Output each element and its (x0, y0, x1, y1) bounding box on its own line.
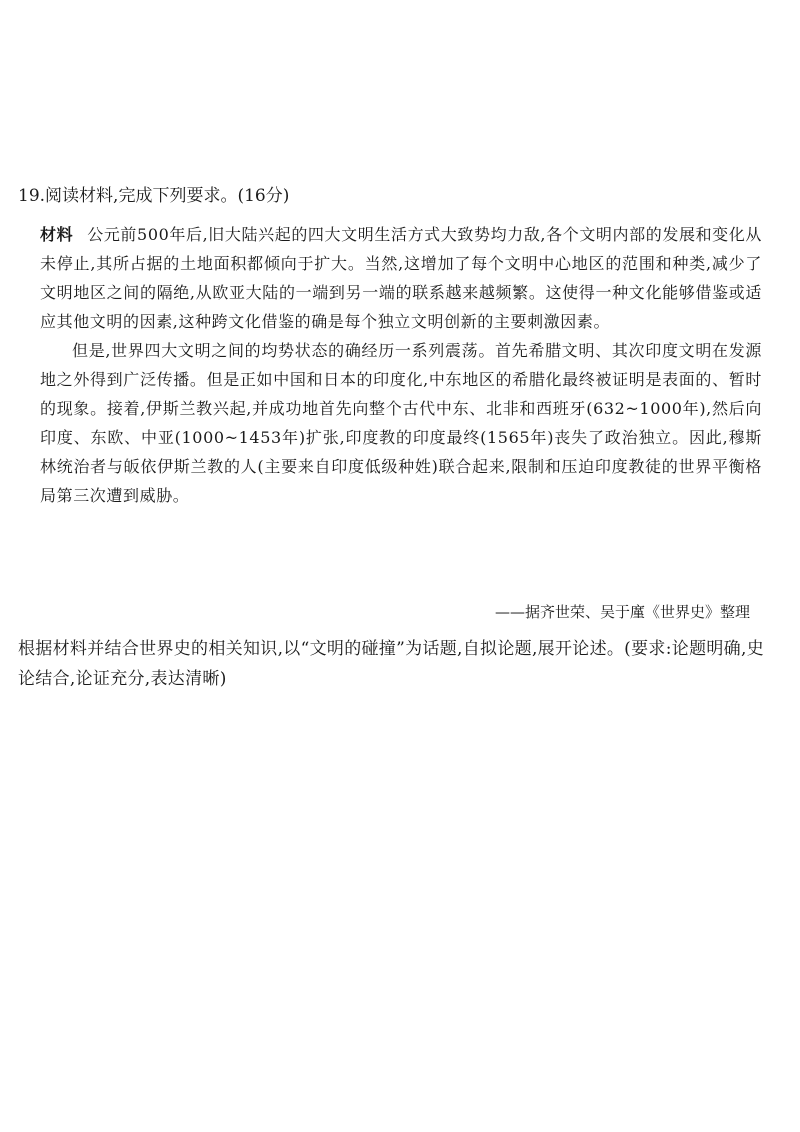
material-paragraph-1 (40, 220, 762, 336)
task-instructions: 根据材料并结合世界史的相关知识,以“文明的碰撞”为话题,自拟论题,展开论述。(要求:论题明确,史论结合,论证充分,表达清晰) (18, 639, 764, 689)
material-label: 材料 (40, 225, 74, 244)
question-title: 19.阅读材料,完成下列要求。(16分) (18, 186, 290, 206)
material-paragraph-2: 但是,世界四大文明之间的均势状态的确经历一系列震荡。首先希腊文明、其次印度文明在发源地之外得到广泛传播。但是正如中国和日本的印度化,中东地区的希腊化最终被证明是表面的、暂时的现象。接着,伊斯兰教兴起,并成功地首先向整个古代中东、北非和西班牙(632~1000年),然后向印度、东欧、中亚(1000~1453年)扩张,印度教的印度最终(1565年)丧失了政治独立。因此,穆斯林统治者与皈依伊斯兰教的人(主要来自印度低级种姓)联合起来,限制和压迫印度教徒的世界平衡格局第三次遭到威胁。 (40, 341, 762, 505)
material-paragraph-1-text: 公元前500年后,旧大陆兴起的四大文明生活方式大致势均力敌,各个文明内部的发展和变化从未停止,其所占据的土地面积都倾向于扩大。当然,这增加了每个文明中心地区的范围和种类,减少了文明地区之间的隔绝,从欧亚大陆的一端到另一端的联系越来越频繁。这使得一种文化能够借鉴或适应其他文明的因素,这种跨文化借鉴的确是每个独立文明创新的主要刺激因素。 (40, 225, 762, 331)
material-block (40, 220, 762, 510)
material-source: ——据齐世荣、吴于廑《世界史》整理 (494, 603, 750, 621)
